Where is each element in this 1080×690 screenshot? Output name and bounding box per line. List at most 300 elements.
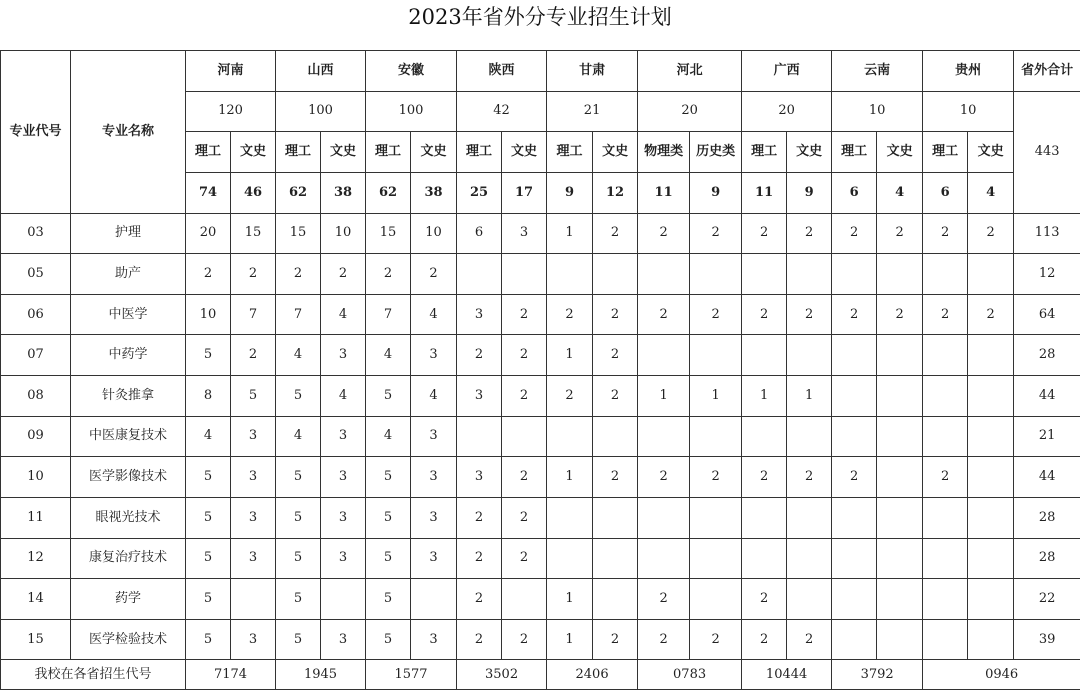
track-label: 文史 xyxy=(593,132,638,173)
quota-cell: 3 xyxy=(457,376,502,417)
quota-cell: 1 xyxy=(547,457,593,498)
quota-cell xyxy=(923,416,968,457)
track-count: 62 xyxy=(276,172,321,213)
quota-cell: 2 xyxy=(593,335,638,376)
track-count: 9 xyxy=(787,172,832,213)
quota-cell: 2 xyxy=(742,294,787,335)
province-name: 河北 xyxy=(638,51,742,92)
quota-cell: 4 xyxy=(276,335,321,376)
quota-cell: 2 xyxy=(638,294,690,335)
province-total: 100 xyxy=(276,91,366,132)
quota-cell xyxy=(923,579,968,620)
quota-cell: 2 xyxy=(593,376,638,417)
province-total: 20 xyxy=(742,91,832,132)
quota-cell: 5 xyxy=(276,619,321,660)
province-name: 甘肃 xyxy=(547,51,638,92)
major-code: 06 xyxy=(1,294,71,335)
quota-cell: 1 xyxy=(547,335,593,376)
quota-cell xyxy=(787,335,832,376)
major-code: 14 xyxy=(1,579,71,620)
quota-cell xyxy=(787,416,832,457)
admission-code: 0946 xyxy=(923,660,1080,690)
major-name: 中药学 xyxy=(71,335,186,376)
major-name: 助产 xyxy=(71,254,186,295)
track-label: 理工 xyxy=(923,132,968,173)
quota-cell xyxy=(502,254,547,295)
quota-cell: 3 xyxy=(231,457,276,498)
header-major-code: 专业代号 xyxy=(1,51,71,214)
quota-cell: 20 xyxy=(186,213,231,254)
quota-cell: 4 xyxy=(321,294,366,335)
quota-cell: 5 xyxy=(186,457,231,498)
quota-cell xyxy=(877,457,923,498)
quota-cell: 1 xyxy=(547,579,593,620)
track-count: 11 xyxy=(638,172,690,213)
quota-cell: 2 xyxy=(787,619,832,660)
quota-cell xyxy=(547,538,593,579)
quota-cell: 3 xyxy=(321,497,366,538)
track-label: 文史 xyxy=(787,132,832,173)
quota-cell: 1 xyxy=(787,376,832,417)
major-name: 药学 xyxy=(71,579,186,620)
quota-cell: 5 xyxy=(366,579,411,620)
major-total: 39 xyxy=(1014,619,1080,660)
quota-cell: 4 xyxy=(366,335,411,376)
major-total: 64 xyxy=(1014,294,1080,335)
quota-cell: 2 xyxy=(690,294,742,335)
track-label: 历史类 xyxy=(690,132,742,173)
quota-cell: 5 xyxy=(231,376,276,417)
province-name: 广西 xyxy=(742,51,832,92)
major-name: 护理 xyxy=(71,213,186,254)
province-total: 120 xyxy=(186,91,276,132)
province-total: 10 xyxy=(923,91,1014,132)
major-total: 21 xyxy=(1014,416,1080,457)
major-total: 113 xyxy=(1014,213,1080,254)
quota-cell xyxy=(877,619,923,660)
quota-cell xyxy=(593,538,638,579)
track-count: 6 xyxy=(832,172,877,213)
quota-cell: 8 xyxy=(186,376,231,417)
quota-cell: 4 xyxy=(411,376,457,417)
quota-cell: 1 xyxy=(547,213,593,254)
quota-cell: 2 xyxy=(593,213,638,254)
quota-cell: 4 xyxy=(321,376,366,417)
table-row xyxy=(1,619,1080,660)
major-code: 11 xyxy=(1,497,71,538)
quota-cell xyxy=(231,579,276,620)
track-label: 文史 xyxy=(502,132,547,173)
track-count: 4 xyxy=(968,172,1014,213)
quota-cell: 2 xyxy=(502,538,547,579)
quota-cell xyxy=(968,254,1014,295)
table-row xyxy=(1,457,1080,498)
quota-cell xyxy=(968,579,1014,620)
track-label: 理工 xyxy=(547,132,593,173)
quota-cell xyxy=(877,335,923,376)
track-label: 文史 xyxy=(231,132,276,173)
major-total: 28 xyxy=(1014,497,1080,538)
quota-cell: 3 xyxy=(321,619,366,660)
province-total: 21 xyxy=(547,91,638,132)
quota-cell xyxy=(923,335,968,376)
quota-cell xyxy=(690,538,742,579)
quota-cell: 1 xyxy=(638,376,690,417)
quota-cell: 5 xyxy=(276,538,321,579)
quota-cell: 5 xyxy=(276,579,321,620)
quota-cell: 2 xyxy=(923,457,968,498)
quota-cell xyxy=(787,497,832,538)
quota-cell xyxy=(832,416,877,457)
quota-cell xyxy=(742,335,787,376)
quota-cell xyxy=(787,579,832,620)
quota-cell xyxy=(547,497,593,538)
quota-cell xyxy=(457,254,502,295)
quota-cell: 3 xyxy=(457,457,502,498)
quota-cell: 5 xyxy=(186,538,231,579)
quota-cell: 2 xyxy=(593,619,638,660)
admission-code: 3502 xyxy=(457,660,547,690)
quota-cell: 3 xyxy=(231,416,276,457)
quota-cell: 1 xyxy=(547,619,593,660)
quota-cell: 3 xyxy=(411,538,457,579)
province-total: 20 xyxy=(638,91,742,132)
quota-cell xyxy=(321,579,366,620)
quota-cell: 3 xyxy=(411,619,457,660)
quota-cell: 2 xyxy=(231,335,276,376)
quota-cell xyxy=(690,254,742,295)
quota-cell xyxy=(832,335,877,376)
admission-code: 7174 xyxy=(186,660,276,690)
track-count: 38 xyxy=(411,172,457,213)
quota-cell: 5 xyxy=(366,457,411,498)
quota-cell xyxy=(877,579,923,620)
quota-cell: 2 xyxy=(968,294,1014,335)
quota-cell xyxy=(690,335,742,376)
quota-cell: 2 xyxy=(832,213,877,254)
quota-cell xyxy=(742,254,787,295)
quota-cell xyxy=(968,376,1014,417)
quota-cell xyxy=(638,254,690,295)
quota-cell xyxy=(638,497,690,538)
quota-cell xyxy=(877,416,923,457)
quota-cell: 2 xyxy=(832,457,877,498)
quota-cell: 10 xyxy=(411,213,457,254)
quota-cell: 2 xyxy=(832,294,877,335)
quota-cell: 3 xyxy=(231,538,276,579)
footer-row-admission-codes xyxy=(1,660,1080,690)
quota-cell: 3 xyxy=(231,497,276,538)
quota-cell: 2 xyxy=(968,213,1014,254)
track-label: 文史 xyxy=(877,132,923,173)
quota-cell xyxy=(968,538,1014,579)
track-label: 理工 xyxy=(832,132,877,173)
quota-cell xyxy=(832,376,877,417)
major-name: 中医康复技术 xyxy=(71,416,186,457)
quota-cell xyxy=(832,619,877,660)
quota-cell xyxy=(547,416,593,457)
quota-cell xyxy=(968,457,1014,498)
quota-cell: 10 xyxy=(321,213,366,254)
major-name: 针灸推拿 xyxy=(71,376,186,417)
quota-cell: 2 xyxy=(457,579,502,620)
quota-cell: 2 xyxy=(547,294,593,335)
quota-cell: 2 xyxy=(502,457,547,498)
header-out-of-province-total: 省外合计 xyxy=(1014,51,1080,92)
quota-cell: 4 xyxy=(411,294,457,335)
quota-cell: 2 xyxy=(638,619,690,660)
quota-cell: 2 xyxy=(742,457,787,498)
quota-cell: 2 xyxy=(276,254,321,295)
quota-cell xyxy=(411,579,457,620)
track-label: 文史 xyxy=(968,132,1014,173)
quota-cell: 5 xyxy=(366,497,411,538)
quota-cell xyxy=(832,497,877,538)
quota-cell xyxy=(877,254,923,295)
province-total: 42 xyxy=(457,91,547,132)
quota-cell xyxy=(690,416,742,457)
major-code: 10 xyxy=(1,457,71,498)
track-label: 文史 xyxy=(321,132,366,173)
major-total: 44 xyxy=(1014,376,1080,417)
track-count: 38 xyxy=(321,172,366,213)
quota-cell: 2 xyxy=(787,294,832,335)
admission-code: 0783 xyxy=(638,660,742,690)
quota-cell: 2 xyxy=(502,376,547,417)
quota-cell: 2 xyxy=(457,538,502,579)
grand-total: 443 xyxy=(1014,91,1080,213)
quota-cell: 5 xyxy=(366,538,411,579)
quota-cell xyxy=(832,538,877,579)
major-name: 医学影像技术 xyxy=(71,457,186,498)
track-label: 理工 xyxy=(186,132,231,173)
province-total: 100 xyxy=(366,91,457,132)
quota-cell xyxy=(593,579,638,620)
track-count: 9 xyxy=(690,172,742,213)
province-name: 云南 xyxy=(832,51,923,92)
quota-cell: 5 xyxy=(276,457,321,498)
quota-cell: 2 xyxy=(411,254,457,295)
quota-cell: 5 xyxy=(186,497,231,538)
footer-label: 我校在各省招生代号 xyxy=(1,660,186,690)
quota-cell xyxy=(923,254,968,295)
quota-cell: 4 xyxy=(366,416,411,457)
province-name: 河南 xyxy=(186,51,276,92)
quota-cell: 2 xyxy=(690,619,742,660)
table-row xyxy=(1,376,1080,417)
track-count: 6 xyxy=(923,172,968,213)
quota-cell xyxy=(593,497,638,538)
quota-cell xyxy=(968,619,1014,660)
quota-cell xyxy=(787,254,832,295)
quota-cell xyxy=(638,335,690,376)
admission-code: 1577 xyxy=(366,660,457,690)
table-row xyxy=(1,254,1080,295)
quota-cell: 2 xyxy=(321,254,366,295)
quota-cell: 2 xyxy=(742,619,787,660)
track-count: 74 xyxy=(186,172,231,213)
quota-cell: 15 xyxy=(231,213,276,254)
quota-cell: 6 xyxy=(457,213,502,254)
quota-cell xyxy=(690,579,742,620)
province-name: 安徽 xyxy=(366,51,457,92)
quota-cell xyxy=(877,497,923,538)
quota-cell: 3 xyxy=(321,457,366,498)
quota-cell: 10 xyxy=(186,294,231,335)
quota-cell: 2 xyxy=(502,619,547,660)
quota-cell: 2 xyxy=(690,213,742,254)
table-row xyxy=(1,335,1080,376)
track-label: 理工 xyxy=(742,132,787,173)
quota-cell: 2 xyxy=(457,619,502,660)
quota-cell: 2 xyxy=(690,457,742,498)
quota-cell: 3 xyxy=(502,213,547,254)
quota-cell xyxy=(690,497,742,538)
quota-cell: 2 xyxy=(742,213,787,254)
table-row xyxy=(1,579,1080,620)
track-label: 理工 xyxy=(366,132,411,173)
quota-cell xyxy=(638,538,690,579)
quota-cell: 5 xyxy=(276,497,321,538)
major-total: 12 xyxy=(1014,254,1080,295)
quota-cell: 5 xyxy=(186,335,231,376)
quota-cell: 3 xyxy=(321,538,366,579)
quota-cell xyxy=(547,254,593,295)
quota-cell xyxy=(968,497,1014,538)
quota-cell: 3 xyxy=(411,416,457,457)
quota-cell: 2 xyxy=(923,294,968,335)
quota-cell: 3 xyxy=(411,457,457,498)
quota-cell: 3 xyxy=(321,335,366,376)
quota-cell xyxy=(923,376,968,417)
enrollment-plan-table xyxy=(0,50,1080,690)
quota-cell xyxy=(742,416,787,457)
quota-cell: 5 xyxy=(186,579,231,620)
quota-cell: 7 xyxy=(276,294,321,335)
admission-code: 1945 xyxy=(276,660,366,690)
quota-cell: 5 xyxy=(186,619,231,660)
page-title: 2023年省外分专业招生计划 xyxy=(408,5,672,29)
quota-cell: 2 xyxy=(742,579,787,620)
quota-cell xyxy=(593,254,638,295)
quota-cell: 2 xyxy=(593,457,638,498)
major-name: 康复治疗技术 xyxy=(71,538,186,579)
track-label: 理工 xyxy=(457,132,502,173)
quota-cell: 2 xyxy=(502,294,547,335)
major-total: 28 xyxy=(1014,335,1080,376)
province-name: 贵州 xyxy=(923,51,1014,92)
table-row xyxy=(1,416,1080,457)
track-count: 11 xyxy=(742,172,787,213)
admission-code: 2406 xyxy=(547,660,638,690)
quota-cell xyxy=(502,579,547,620)
quota-cell: 4 xyxy=(186,416,231,457)
track-count: 12 xyxy=(593,172,638,213)
quota-cell xyxy=(923,538,968,579)
admission-code: 10444 xyxy=(742,660,832,690)
quota-cell: 1 xyxy=(690,376,742,417)
quota-cell: 2 xyxy=(638,213,690,254)
table-row xyxy=(1,497,1080,538)
track-count: 4 xyxy=(877,172,923,213)
quota-cell: 7 xyxy=(366,294,411,335)
quota-cell: 5 xyxy=(366,619,411,660)
quota-cell: 2 xyxy=(877,294,923,335)
quota-cell: 2 xyxy=(877,213,923,254)
major-total: 22 xyxy=(1014,579,1080,620)
quota-cell: 1 xyxy=(742,376,787,417)
header-row-provinces xyxy=(1,51,1080,92)
quota-cell xyxy=(923,619,968,660)
quota-cell: 15 xyxy=(366,213,411,254)
major-code: 12 xyxy=(1,538,71,579)
quota-cell: 2 xyxy=(502,497,547,538)
province-name: 山西 xyxy=(276,51,366,92)
quota-cell xyxy=(832,579,877,620)
admission-code: 3792 xyxy=(832,660,923,690)
quota-cell xyxy=(787,538,832,579)
quota-cell: 7 xyxy=(231,294,276,335)
header-major-name: 专业名称 xyxy=(71,51,186,214)
table-row xyxy=(1,213,1080,254)
quota-cell: 2 xyxy=(787,457,832,498)
track-count: 25 xyxy=(457,172,502,213)
major-code: 07 xyxy=(1,335,71,376)
quota-cell: 2 xyxy=(593,294,638,335)
quota-cell: 2 xyxy=(638,457,690,498)
track-label: 理工 xyxy=(276,132,321,173)
quota-cell xyxy=(968,335,1014,376)
quota-cell xyxy=(877,376,923,417)
track-count: 9 xyxy=(547,172,593,213)
quota-cell xyxy=(457,416,502,457)
quota-cell xyxy=(742,497,787,538)
quota-cell: 3 xyxy=(321,416,366,457)
track-count: 62 xyxy=(366,172,411,213)
quota-cell: 2 xyxy=(186,254,231,295)
quota-cell: 2 xyxy=(457,497,502,538)
quota-cell xyxy=(832,254,877,295)
major-name: 眼视光技术 xyxy=(71,497,186,538)
major-total: 28 xyxy=(1014,538,1080,579)
quota-cell: 2 xyxy=(231,254,276,295)
major-code: 03 xyxy=(1,213,71,254)
track-label: 物理类 xyxy=(638,132,690,173)
quota-cell xyxy=(923,497,968,538)
major-code: 15 xyxy=(1,619,71,660)
major-code: 05 xyxy=(1,254,71,295)
quota-cell xyxy=(968,416,1014,457)
quota-cell xyxy=(742,538,787,579)
quota-cell xyxy=(502,416,547,457)
quota-cell: 3 xyxy=(231,619,276,660)
province-name: 陕西 xyxy=(457,51,547,92)
quota-cell: 2 xyxy=(457,335,502,376)
province-total: 10 xyxy=(832,91,923,132)
quota-cell xyxy=(593,416,638,457)
quota-cell: 2 xyxy=(547,376,593,417)
quota-cell: 3 xyxy=(411,497,457,538)
track-label: 文史 xyxy=(411,132,457,173)
track-count: 17 xyxy=(502,172,547,213)
quota-cell: 4 xyxy=(276,416,321,457)
major-name: 医学检验技术 xyxy=(71,619,186,660)
quota-cell: 2 xyxy=(923,213,968,254)
quota-cell: 2 xyxy=(787,213,832,254)
major-total: 44 xyxy=(1014,457,1080,498)
major-name: 中医学 xyxy=(71,294,186,335)
quota-cell xyxy=(638,416,690,457)
